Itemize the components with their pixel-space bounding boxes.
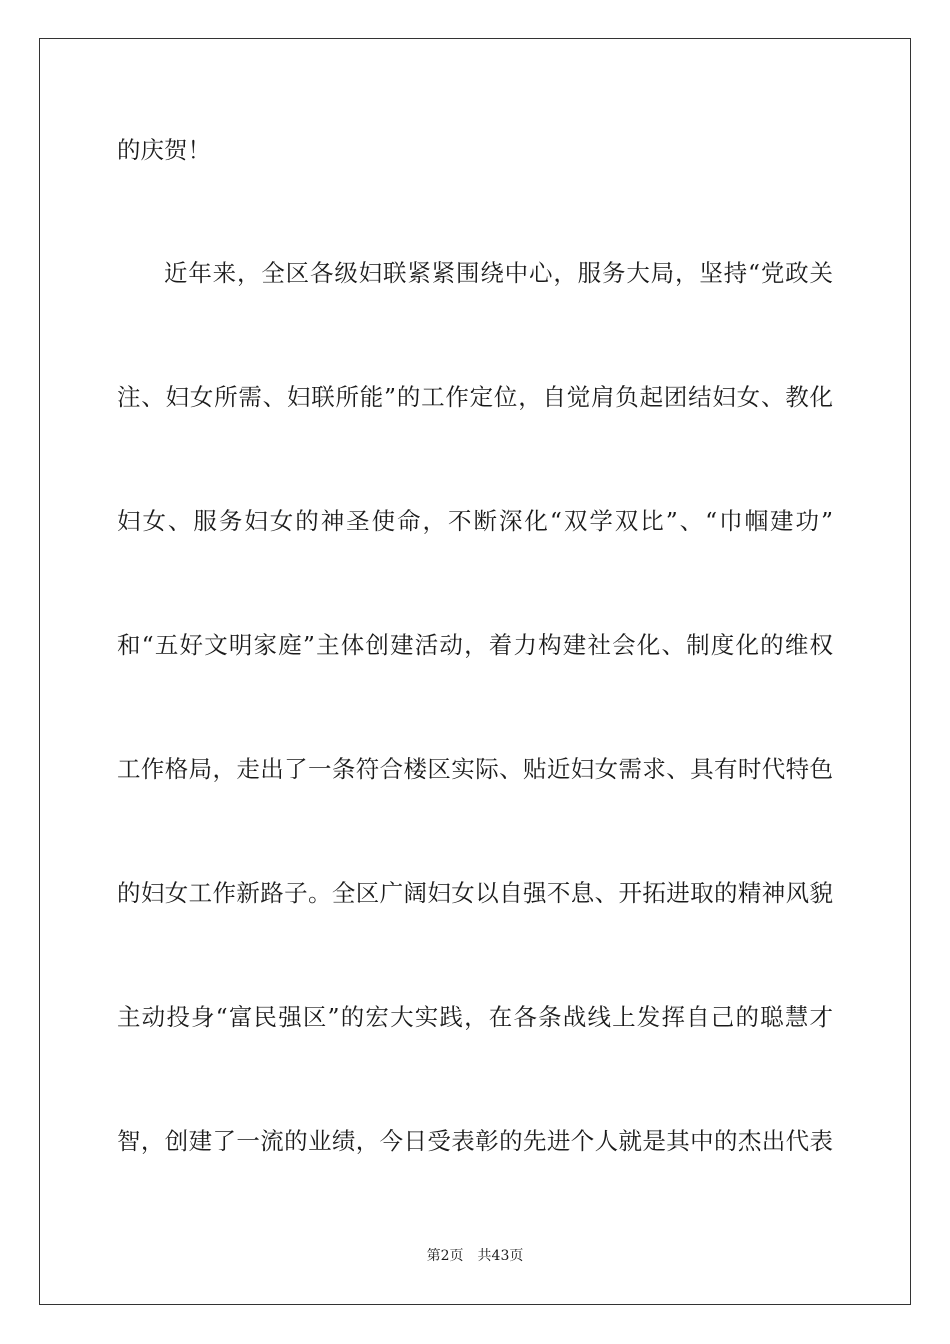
page-number: 第2页: [426, 1248, 464, 1264]
page-footer: [0, 1246, 950, 1266]
text-line-6: 工作格局，走出了一条符合楼区实际、贴近妇女需求、具有时代特色: [117, 755, 833, 783]
page-frame: [39, 38, 911, 1305]
page-total: 共43页: [477, 1248, 524, 1264]
text-line-9: 智，创建了一流的业绩，今日受表彰的先进个人就是其中的杰出代表: [117, 1127, 833, 1155]
text-line-7: 的妇女工作新路子。全区广阔妇女以自强不息、开拓进取的精神风貌: [117, 879, 833, 907]
text-line-4: 妇女、服务妇女的神圣使命，不断深化“双学双比”、“巾帼建功”: [117, 507, 833, 535]
text-line-2: 近年来，全区各级妇联紧紧围绕中心，服务大局，坚持“党政关: [164, 259, 833, 287]
text-line-5: 和“五好文明家庭”主体创建活动，着力构建社会化、制度化的维权: [117, 631, 833, 659]
text-line-1: 的庆贺！: [117, 136, 211, 164]
text-line-3: 注、妇女所需、妇联所能”的工作定位，自觉肩负起团结妇女、教化: [117, 383, 833, 411]
text-line-8: 主动投身“富民强区”的宏大实践，在各条战线上发挥自己的聪慧才: [117, 1003, 833, 1031]
